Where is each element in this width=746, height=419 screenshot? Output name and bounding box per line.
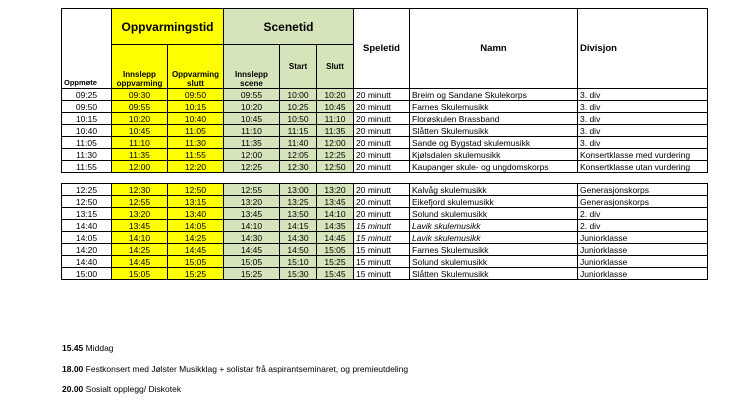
note-diskotek xyxy=(62,384,181,394)
cell-inn: 14:10 xyxy=(112,232,168,244)
cell-oslutt: 10:40 xyxy=(168,113,224,125)
header-innslepp-oppvarming: Innslepp oppvarming xyxy=(112,45,168,89)
table-row xyxy=(62,161,708,173)
cell-oslutt: 09:50 xyxy=(168,89,224,101)
cell-oppmote: 09:25 xyxy=(62,89,112,101)
cell-innscene: 11:35 xyxy=(224,137,280,149)
cell-innscene: 15:25 xyxy=(224,268,280,280)
table-row xyxy=(62,196,708,208)
cell-namn: Solund skulemusikk xyxy=(410,256,578,268)
header-oppmote: Oppmøte xyxy=(62,45,112,89)
cell-oslutt: 13:15 xyxy=(168,196,224,208)
cell-divisjon: 2. div xyxy=(578,220,708,232)
cell-slutt: 14:35 xyxy=(317,220,354,232)
cell-divisjon: Generasjonskorps xyxy=(578,196,708,208)
cell-slutt: 11:10 xyxy=(317,113,354,125)
cell-inn: 12:30 xyxy=(112,184,168,196)
cell-namn: Breim og Sandane Skulekorps xyxy=(410,89,578,101)
cell-speletid: 15 minutt xyxy=(354,268,410,280)
cell-speletid: 15 minutt xyxy=(354,220,410,232)
cell-divisjon: 3. div xyxy=(578,89,708,101)
header-speletid: Speletid xyxy=(354,9,410,89)
cell-speletid: 20 minutt xyxy=(354,113,410,125)
block-separator xyxy=(62,173,708,184)
cell-divisjon: Konsertklasse med vurdering xyxy=(578,149,708,161)
cell-inn: 13:20 xyxy=(112,208,168,220)
cell-inn: 15:05 xyxy=(112,268,168,280)
header-empty xyxy=(62,9,112,45)
cell-namn: Farnes Skulemusikk xyxy=(410,101,578,113)
header-divisjon: Divisjon xyxy=(578,9,708,89)
cell-oppmote: 11:05 xyxy=(62,137,112,149)
header-slutt: Slutt xyxy=(317,45,354,89)
cell-start: 12:30 xyxy=(280,161,317,173)
table-row xyxy=(62,220,708,232)
cell-innscene: 14:10 xyxy=(224,220,280,232)
cell-oslutt: 11:30 xyxy=(168,137,224,149)
table-row xyxy=(62,137,708,149)
cell-namn: Florøskulen Brassband xyxy=(410,113,578,125)
note-middag xyxy=(62,343,114,353)
cell-namn: Lavik skulemusikk xyxy=(410,232,578,244)
cell-oslutt: 14:05 xyxy=(168,220,224,232)
cell-slutt: 12:00 xyxy=(317,137,354,149)
note-text: Sosialt opplegg/ Diskotek xyxy=(85,384,182,394)
cell-slutt: 10:20 xyxy=(317,89,354,101)
table-row xyxy=(62,149,708,161)
cell-slutt: 13:45 xyxy=(317,196,354,208)
table-row xyxy=(62,113,708,125)
cell-namn: Farnes Skulemusikk xyxy=(410,244,578,256)
header-scenetid: Scenetid xyxy=(224,9,354,45)
separator-cell xyxy=(354,173,410,184)
cell-divisjon: Konsertklasse utan vurdering xyxy=(578,161,708,173)
cell-start: 10:50 xyxy=(280,113,317,125)
cell-innscene: 10:20 xyxy=(224,101,280,113)
table-row xyxy=(62,89,708,101)
note-text: Festkonsert med Jølster Musikklag + solistar frå aspirantseminaret, og premieutdeling xyxy=(85,364,409,374)
cell-innscene: 09:55 xyxy=(224,89,280,101)
table-row xyxy=(62,256,708,268)
cell-oslutt: 14:25 xyxy=(168,232,224,244)
cell-oslutt: 12:20 xyxy=(168,161,224,173)
cell-namn: Solund skulemusikk xyxy=(410,208,578,220)
cell-namn: Eikefjord skulemusikk xyxy=(410,196,578,208)
cell-innscene: 12:25 xyxy=(224,161,280,173)
table-row xyxy=(62,184,708,196)
cell-oppmote: 10:40 xyxy=(62,125,112,137)
table-row xyxy=(62,268,708,280)
cell-start: 13:25 xyxy=(280,196,317,208)
separator-cell xyxy=(578,173,708,184)
cell-divisjon: 3. div xyxy=(578,137,708,149)
cell-innscene: 13:20 xyxy=(224,196,280,208)
cell-slutt: 14:45 xyxy=(317,232,354,244)
cell-speletid: 20 minutt xyxy=(354,101,410,113)
cell-oppmote: 10:15 xyxy=(62,113,112,125)
cell-start: 14:50 xyxy=(280,244,317,256)
cell-oppmote: 14:20 xyxy=(62,244,112,256)
separator-cell xyxy=(317,173,354,184)
cell-speletid: 20 minutt xyxy=(354,125,410,137)
cell-oslutt: 15:05 xyxy=(168,256,224,268)
table-row xyxy=(62,232,708,244)
cell-start: 14:15 xyxy=(280,220,317,232)
cell-divisjon: Generasjonskorps xyxy=(578,184,708,196)
cell-divisjon: 3. div xyxy=(578,125,708,137)
cell-slutt: 15:45 xyxy=(317,268,354,280)
cell-namn: Kaupanger skule- og ungdomskorps xyxy=(410,161,578,173)
cell-divisjon: 2. div xyxy=(578,208,708,220)
cell-inn: 09:55 xyxy=(112,101,168,113)
note-time: 15.45 xyxy=(62,343,84,353)
cell-start: 13:00 xyxy=(280,184,317,196)
cell-oppmote: 14:40 xyxy=(62,256,112,268)
header-namn: Namn xyxy=(410,9,578,89)
schedule-table xyxy=(61,8,708,280)
cell-speletid: 20 minutt xyxy=(354,149,410,161)
separator-cell xyxy=(168,173,224,184)
cell-oppmote: 12:25 xyxy=(62,184,112,196)
cell-innscene: 10:45 xyxy=(224,113,280,125)
cell-start: 12:05 xyxy=(280,149,317,161)
cell-inn: 10:45 xyxy=(112,125,168,137)
cell-oppmote: 11:30 xyxy=(62,149,112,161)
separator-cell xyxy=(112,173,168,184)
cell-oppmote: 14:05 xyxy=(62,232,112,244)
cell-divisjon: Juniorklasse xyxy=(578,244,708,256)
cell-inn: 11:10 xyxy=(112,137,168,149)
cell-speletid: 20 minutt xyxy=(354,137,410,149)
cell-oppmote: 15:00 xyxy=(62,268,112,280)
cell-oslutt: 15:25 xyxy=(168,268,224,280)
cell-oslutt: 14:45 xyxy=(168,244,224,256)
cell-start: 11:40 xyxy=(280,137,317,149)
cell-speletid: 15 minutt xyxy=(354,256,410,268)
cell-slutt: 14:10 xyxy=(317,208,354,220)
separator-cell xyxy=(280,173,317,184)
cell-oppmote: 14:40 xyxy=(62,220,112,232)
cell-divisjon: Juniorklasse xyxy=(578,268,708,280)
cell-inn: 09:30 xyxy=(112,89,168,101)
cell-inn: 14:45 xyxy=(112,256,168,268)
note-festkonsert xyxy=(62,364,408,374)
cell-start: 15:10 xyxy=(280,256,317,268)
cell-inn: 10:20 xyxy=(112,113,168,125)
cell-innscene: 14:45 xyxy=(224,244,280,256)
cell-divisjon: 3. div xyxy=(578,113,708,125)
cell-start: 13:50 xyxy=(280,208,317,220)
cell-oppmote: 09:50 xyxy=(62,101,112,113)
table-row xyxy=(62,125,708,137)
note-text: Middag xyxy=(85,343,114,353)
cell-oslutt: 11:55 xyxy=(168,149,224,161)
cell-inn: 13:45 xyxy=(112,220,168,232)
cell-divisjon: Juniorklasse xyxy=(578,232,708,244)
cell-start: 14:30 xyxy=(280,232,317,244)
cell-innscene: 15:05 xyxy=(224,256,280,268)
cell-speletid: 15 minutt xyxy=(354,244,410,256)
cell-speletid: 15 minutt xyxy=(354,232,410,244)
cell-slutt: 15:05 xyxy=(317,244,354,256)
cell-namn: Kalvåg skulemusikk xyxy=(410,184,578,196)
cell-oppmote: 12:50 xyxy=(62,196,112,208)
cell-namn: Kjølsdalen skulemusikk xyxy=(410,149,578,161)
cell-start: 10:25 xyxy=(280,101,317,113)
header-oppvarming-slutt: Oppvarming slutt xyxy=(168,45,224,89)
table-row xyxy=(62,208,708,220)
cell-inn: 11:35 xyxy=(112,149,168,161)
table-row xyxy=(62,244,708,256)
cell-divisjon: 3. div xyxy=(578,101,708,113)
cell-start: 15:30 xyxy=(280,268,317,280)
cell-speletid: 20 minutt xyxy=(354,89,410,101)
cell-slutt: 11:35 xyxy=(317,125,354,137)
cell-innscene: 13:45 xyxy=(224,208,280,220)
separator-cell xyxy=(62,173,112,184)
cell-speletid: 20 minutt xyxy=(354,208,410,220)
header-start: Start xyxy=(280,45,317,89)
note-time: 18.00 xyxy=(62,364,84,374)
cell-speletid: 20 minutt xyxy=(354,161,410,173)
separator-cell xyxy=(410,173,578,184)
cell-slutt: 13:20 xyxy=(317,184,354,196)
cell-speletid: 20 minutt xyxy=(354,184,410,196)
separator-cell xyxy=(224,173,280,184)
cell-innscene: 11:10 xyxy=(224,125,280,137)
cell-innscene: 12:00 xyxy=(224,149,280,161)
cell-start: 11:15 xyxy=(280,125,317,137)
cell-start: 10:00 xyxy=(280,89,317,101)
cell-inn: 12:55 xyxy=(112,196,168,208)
table-row xyxy=(62,101,708,113)
cell-oslutt: 12:50 xyxy=(168,184,224,196)
cell-innscene: 12:55 xyxy=(224,184,280,196)
cell-oppmote: 11:55 xyxy=(62,161,112,173)
cell-namn: Slåtten Skulemusikk xyxy=(410,268,578,280)
cell-oslutt: 11:05 xyxy=(168,125,224,137)
cell-slutt: 10:45 xyxy=(317,101,354,113)
header-oppvarmingstid: Oppvarmingstid xyxy=(112,9,224,45)
cell-slutt: 15:25 xyxy=(317,256,354,268)
cell-innscene: 14:30 xyxy=(224,232,280,244)
cell-slutt: 12:50 xyxy=(317,161,354,173)
cell-oppmote: 13:15 xyxy=(62,208,112,220)
cell-namn: Slåtten Skulemusikk xyxy=(410,125,578,137)
cell-slutt: 12:25 xyxy=(317,149,354,161)
cell-speletid: 20 minutt xyxy=(354,196,410,208)
cell-oslutt: 10:15 xyxy=(168,101,224,113)
cell-namn: Lavik skulemusikk xyxy=(410,220,578,232)
cell-inn: 12:00 xyxy=(112,161,168,173)
cell-divisjon: Juniorklasse xyxy=(578,256,708,268)
cell-oslutt: 13:40 xyxy=(168,208,224,220)
cell-namn: Sande og Bygstad skulemusikk xyxy=(410,137,578,149)
header-innslepp-scene: Innslepp scene xyxy=(224,45,280,89)
cell-inn: 14:25 xyxy=(112,244,168,256)
note-time: 20.00 xyxy=(62,384,84,394)
